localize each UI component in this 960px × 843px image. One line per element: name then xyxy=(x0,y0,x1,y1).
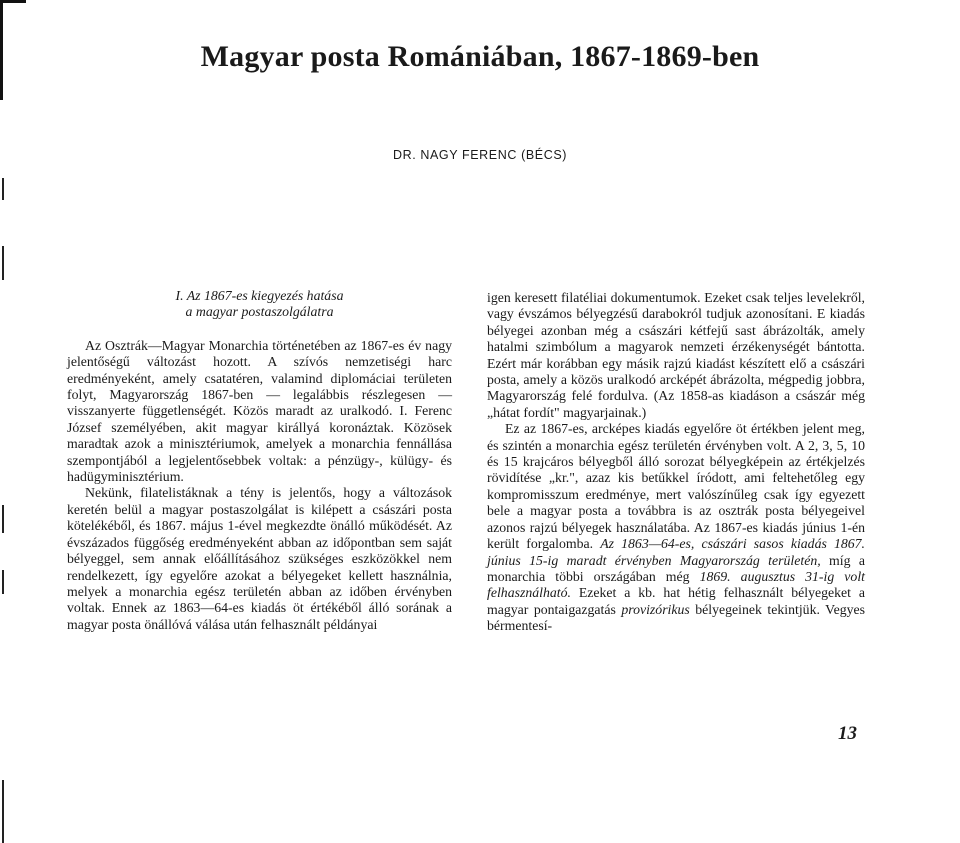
italic-text: Az 1863—64-es, császári sasos kiadás 1867. június 15-ig maradt érvényben Magyarország területén, xyxy=(487,536,866,568)
italic-text: provizórikus xyxy=(621,601,690,617)
scan-edge-mark xyxy=(2,505,4,533)
paragraph xyxy=(487,421,865,634)
paragraph-text: bélyegeinek tekintjük. Vegyes bérmentesí- xyxy=(487,601,865,634)
article-author: DR. NAGY FERENC (BÉCS) xyxy=(392,148,568,162)
section-heading-line2: a magyar postaszolgálatra xyxy=(185,304,334,320)
paragraph: Az Osztrák—Magyar Monarchia történetében az 1867-es év nagy jelentőségű változást hozott. A szívós nemzetiségi harc eredményeként, amely csatatéren, valamind diplomáciai területen folyt, Magyarország 1867-ben — legalábbis részlegesen — visszanyerte függetlenségét. Közös maradt az uralkodó. I. Ferenc József személyében, akit magyar királlyá koronáztak. Közösek maradtak azok a minisztériumok, amelyek a monarchia fennállása szempontjából a legjelentősebbek voltak: a pénzügy-, külügy- és hadügyminisztérium. xyxy=(67,337,452,485)
paragraph: Nekünk, filatelistáknak a tény is jelentős, hogy a változások keretén belül a magyar postaszolgálat is kilépett a császári posta kötelékéből, és 1867. május 1-ével megkezdte önálló működését. Az évszázados függőség eredményeként abban az időpontban sem saját bélyeggel, sem annak előállításához szükséges eszközökkel nem rendelkezett, így egyelőre azokat a bélyegeket kellett használnia, melyek a monarchia egész területén abban az időben érvényben voltak. Ennek az 1863—64-es kiadás öt értékéből álló sorának a magyar posta önállóvá válása után felhasznált példányai xyxy=(67,485,452,632)
right-column xyxy=(487,290,865,635)
paragraph-text: Ezeket a kb. hat hétig felhasznált bélyegeket a magyar pontaigazgatás xyxy=(487,585,865,617)
left-column xyxy=(67,288,452,633)
section-heading-line1: I. Az 1867-es kiegyezés hatása xyxy=(175,288,344,303)
article-title: Magyar posta Romániában, 1867-1869-ben xyxy=(200,40,760,73)
paragraph-text: míg a monarchia többi országában még xyxy=(487,552,865,584)
scan-edge-mark xyxy=(2,178,4,200)
italic-text: 1869. augusztus 31-ig volt felhasználható. xyxy=(487,568,865,601)
paragraph: igen keresett filatéliai dokumentumok. Ezeket csak teljes levelekről, vagy évszámos bélyegzésű darabokról tudjuk azonosítani. E kiadás bélyegei azonban még a császári kétfejű sast ábrázolták, amely hatalmi szimbólum a magyarok nemzeti érzékenységét bántotta. Ezért már korábban egy másik rajzú kiadást készített elő a császári posta, amely a közös uralkodó arcképét ábrázolta, mégpedig jobbra, Magyarország felé fordulva. (Az 1858-as kiadáson a császár még „hátat fordít" magyarjainak.) xyxy=(487,290,865,420)
scan-edge-mark xyxy=(2,780,4,843)
page-number: 13 xyxy=(838,723,857,744)
scan-edge-mark xyxy=(2,246,4,280)
crop-mark-horizontal xyxy=(0,0,26,3)
section-heading xyxy=(67,288,452,321)
scan-edge-mark xyxy=(2,570,4,594)
paragraph-text: Ez az 1867-es, arcképes kiadás egyelőre öt értékben jelent meg, és szintén a monarchia egész területén érvényben volt. A 2, 3, 5, 10 és 15 krajcáros bélyegből álló sorozat bélyegképein az értékjelzés rövidítése „kr.", azaz kis betűkkel íródott, ami feltehetőleg egy kompromisszum eredménye, mert valószínűleg csak így egyezett bele a magyar posta a továbbra is az osztrák posta bélyegeivel azonos rajzú bélyegek használatába. Az 1867-es kiadás június 1-én került forgalomba. xyxy=(487,421,865,552)
